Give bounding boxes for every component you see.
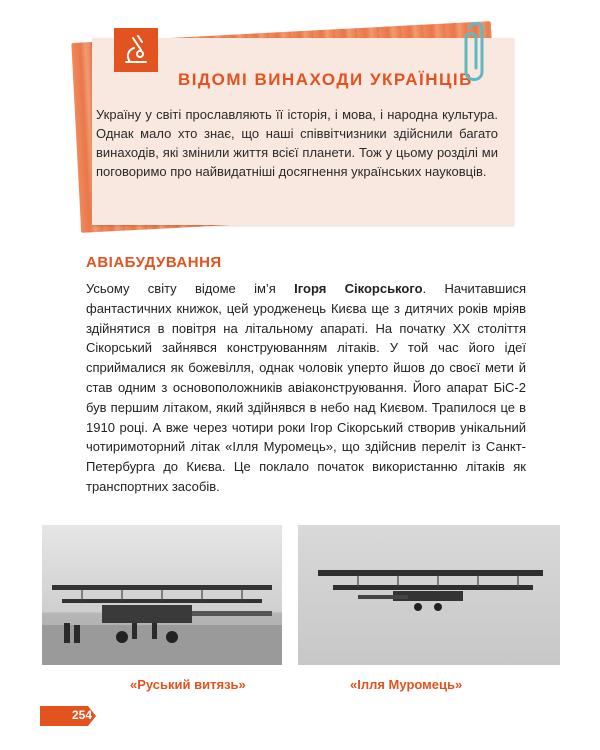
biplane-ground-illustration <box>42 525 282 665</box>
photo-russkiy-vityaz <box>42 525 282 665</box>
page-number: 254 <box>72 708 93 722</box>
caption-illya-muromets: «Ілля Муромець» <box>350 677 463 692</box>
photo-illya-muromets <box>298 525 560 665</box>
intro-banner <box>76 22 532 232</box>
banner-text: Україну у світі прославляють її історія, і мова, і народна культура. Однак мало хто знає, що наші співвітчизники здійснили багато винаходів, які змінили життя всієї планети. Тож у цьому розділі ми поговоримо про найвидатніші досягнення українських науковців. <box>96 107 498 179</box>
section-body <box>86 279 526 497</box>
body-text-main: . Начитавшися фантастичних книжок, цей уродженець Києва ще з дитячих років мріяв здійнятися в повітря на літальному апараті. На початку ХХ століття Сікорський зайнявся конструюванням літаків. У той час його ідеї сприймалися як божевілля, однак чоловік уперто йшов до своєї мети й став одним з основоположників авіаконструювання. Його апарат БіС-2 був першим літаком, який здійнявся в небо над Києвом. Трапилося це в 1910 році. А вже через чотири роки Ігор Сікорський створив унікальний чотиримоторний літак «Ілля Муромець», що здійснив переліт із Санкт-Петербурга до Києва. Це поклало початок використанню літаків як транспортних засобів. <box>86 281 526 494</box>
banner-title: ВІДОМІ ВИНАХОДИ УКРАЇНЦІВ <box>178 70 473 89</box>
caption-russkiy-vityaz: «Руський витязь» <box>130 677 246 692</box>
biplane-flying-illustration <box>298 525 560 665</box>
body-text-intro: Усьому світу відоме ім’я <box>86 281 295 296</box>
section-title: АВІАБУДУВАННЯ <box>86 254 222 271</box>
sikorsky-name: Ігоря Сікорського <box>294 281 423 296</box>
paperclip-icon <box>456 20 496 90</box>
microscope-icon <box>114 28 158 72</box>
